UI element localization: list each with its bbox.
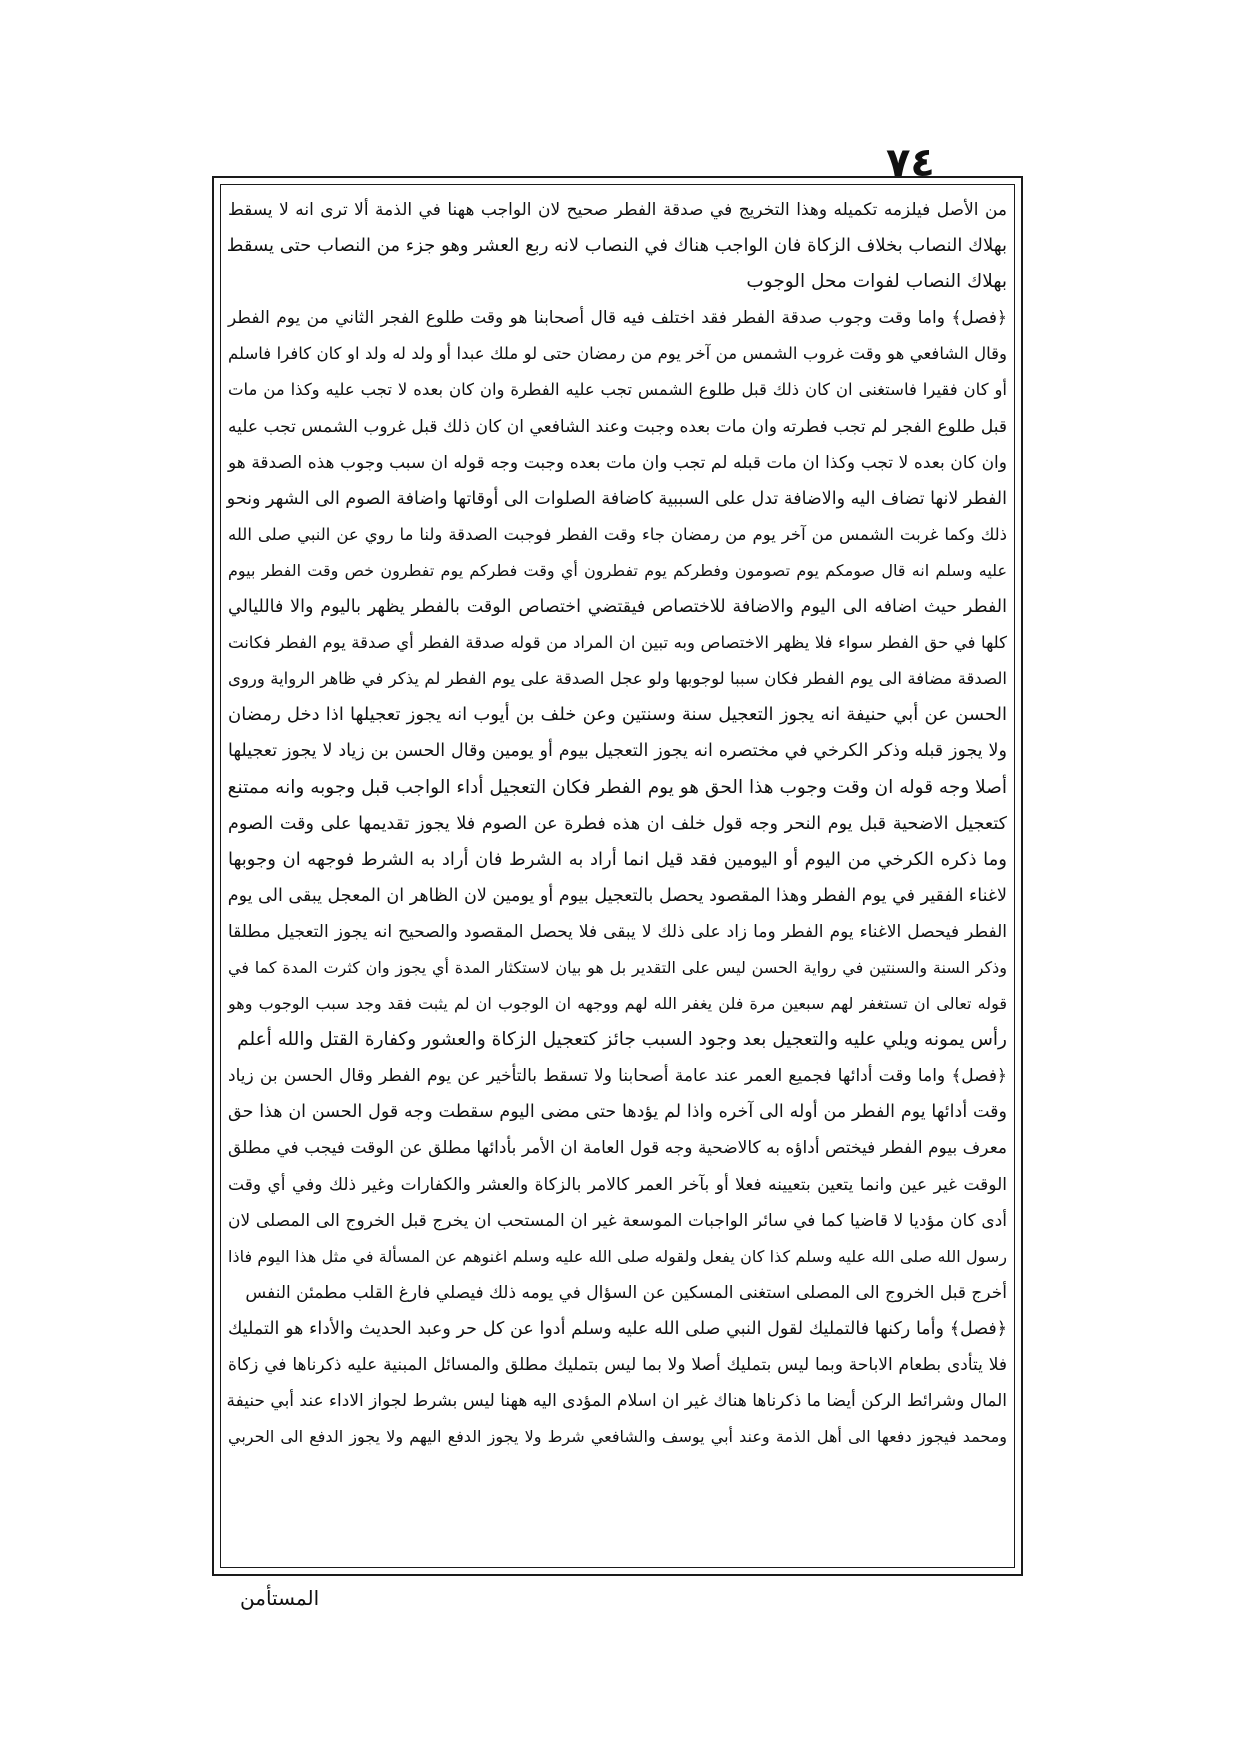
text-line: وقال الشافعي هو وقت غروب الشمس من آخر يوم من رمضان حتى لو ملك عبدا أو ولد له ولد او كان كافرا فاسلم [228, 344, 1007, 364]
text-line: معرف بيوم الفطر فيختص أداؤه به كالاضحية وجه قول العامة ان الأمر بأدائها مطلق عن الوقت فيجب في مطلق [228, 1138, 1007, 1159]
text-line: ﴿فصل﴾ واما وقت وجوب صدقة الفطر فقد اختلف فيه قال أصحابنا هو وقت طلوع الفجر الثاني من يوم الفطر [228, 308, 1007, 329]
catchword: المستأمن [240, 1586, 320, 1610]
text-line: ذلك وكما غربت الشمس من آخر يوم من رمضان جاء وقت الفطر فوجبت الصدقة ولنا ما روي عن النبي صلى الله [228, 524, 1007, 544]
text-line: الفطر حيث اضافه الى اليوم والاضافة للاختصاص فيقتضي اختصاص الوقت بالفطر يظهر باليوم والا فالليالي [228, 597, 1007, 618]
text-line: الحسن عن أبي حنيفة انه يجوز التعجيل سنة وسنتين وعن خلف بن أيوب انه يجوز تعجيلها اذا دخل رمضان [228, 704, 1007, 726]
text-line: ولا يجوز قبله وذكر الكرخي في مختصره انه يجوز التعجيل بيوم أو يومين وقال الحسن بن زياد لا يجوز تعجيلها [228, 741, 1007, 762]
text-line: فلا يتأدى بطعام الاباحة وبما ليس بتمليك أصلا ولا بما ليس بتمليك مطلق والمسائل المبنية عليه ذكرناها في زكاة [228, 1355, 1007, 1375]
text-line: الوقت غير عين وانما يتعين بتعيينه فعلا أو بآخر العمر كالامر بالزكاة والعشر والكفارات وغير ذلك وفي أي وقت [228, 1174, 1007, 1195]
text-line: وذكر السنة والسنتين في رواية الحسن ليس على التقدير بل هو بيان لاستكثار المدة أي يجوز وان كثرت المدة كما في [228, 957, 1007, 977]
text-line: أصلا وجه قوله ان وقت وجوب هذا الحق هو يوم الفطر فكان التعجيل أداء الواجب قبل وجوبه وانه ممتنع [227, 776, 1007, 798]
text-line: أو كان فقيرا فاستغنى ان كان ذلك قبل طلوع الشمس تجب عليه الفطرة وان كان بعده لا تجب عليه وكذا من مات [228, 380, 1007, 400]
text-line: ﴿فصل﴾ واما وقت أدائها فجميع العمر عند عامة أصحابنا ولا تسقط بالتأخير عن يوم الفطر وقال الحسن بن زياد [228, 1066, 1007, 1087]
text-line: وان كان بعده لا تجب وكذا ان مات قبله لم تجب وان مات بعده وجبت وجه قوله ان سبب وجوب هذه الصدقة هو [228, 452, 1007, 473]
text-line: قوله تعالى ان تستغفر لهم سبعين مرة فلن يغفر الله لهم ووجهه ان الوجوب ان لم يثبت فقد وجد سبب الوجوب وهو [228, 994, 1007, 1014]
page-number: ٧٤ [886, 140, 935, 186]
text-line: المال وشرائط الركن أيضا ما ذكرناها هناك غير ان اسلام المؤدى اليه ههنا ليس بشرط لجواز الاداء عند أبي حنيفة [226, 1391, 1007, 1412]
text-line: وقت أدائها يوم الفطر من أوله الى آخره واذا لم يؤدها حتى مضى اليوم سقطت وجه قول الحسن ان هذا حق [228, 1102, 1007, 1123]
text-line: من الأصل فيلزمه تكميله وهذا التخريج في صدقة الفطر صحيح لان الواجب ههنا في الذمة ألا ترى انه لا يسقط [228, 200, 1007, 220]
text-line: أدى كان مؤديا لا قاضيا كما في سائر الواجبات الموسعة غير ان المستحب ان يخرج قبل الخروج الى المصلى لان [228, 1210, 1007, 1231]
text-line: كتعجيل الاضحية قبل يوم النحر وجه قول خلف ان هذه فطرة عن الصوم فلا يجوز تقديمها على وقت الصوم [228, 813, 1007, 834]
text-line: الفطر لانها تضاف اليه والاضافة تدل على السببية كاضافة الصلوات الى أوقاتها واضافة الصوم الى الشهر ونحو [226, 488, 1007, 509]
text-line: بهلاك النصاب بخلاف الزكاة فان الواجب هناك في النصاب لانه ربع العشر وهو جزء من النصاب حتى يسقط [226, 235, 1007, 257]
text-line: بهلاك النصاب لفوات محل الوجوب [746, 271, 1007, 293]
text-line: الصدقة مضافة الى يوم الفطر فكان سببا لوجوبها ولو عجل الصدقة على يوم الفطر لم يذكر في ظاهر الرواية وروى [228, 669, 1007, 689]
text-line: أخرج قبل الخروج الى المصلى استغنى المسكين عن السؤال في يومه ذلك فيصلي فارغ القلب مطمئن النفس [245, 1282, 1007, 1303]
text-line: رسول الله صلى الله عليه وسلم كذا كان يفعل ولقوله صلى الله عليه وسلم اغنوهم عن المسألة في مثل هذا اليوم فاذا [228, 1246, 1007, 1266]
text-line: ﴿فصل﴾ وأما ركنها فالتمليك لقول النبي صلى الله عليه وسلم أدوا عن كل حر وعبد الحديث والأداء هو التمليك [228, 1318, 1007, 1339]
text-body [226, 192, 1009, 1562]
text-line: لاغناء الفقير في يوم الفطر وهذا المقصود يحصل بالتعجيل بيوم أو يومين لان الظاهر ان المعجل يبقى الى يوم [227, 885, 1007, 906]
text-line: قبل طلوع الفجر لم تجب فطرته وان مات بعده وجبت وعند الشافعي ان كان ذلك قبل غروب الشمس تجب عليه [228, 416, 1007, 437]
text-line: الفطر فيحصل الاغناء يوم الفطر وما زاد على ذلك لا يبقى فلا يحصل المقصود والصحيح انه يجوز التعجيل مطلقا [228, 921, 1007, 942]
text-line: عليه وسلم انه قال صومكم يوم تصومون وفطركم يوم تفطرون أي وقت فطركم يوم تفطرون خص وقت الفطر بيوم [228, 560, 1007, 580]
text-line: رأس يمونه ويلي عليه والتعجيل بعد وجود السبب جائز كتعجيل الزكاة والعشور وكفارة القتل والله أعلم [237, 1029, 1007, 1051]
text-line: كلها في حق الفطر سواء فلا يظهر الاختصاص وبه تبين ان المراد من قوله صدقة الفطر أي صدقة يوم الفطر فكانت [228, 633, 1007, 653]
text-line: ومحمد فيجوز دفعها الى أهل الذمة وعند أبي يوسف والشافعي شرط ولا يجوز الدفع اليهم ولا يجوز الدفع الى الحربي [228, 1427, 1007, 1447]
text-line: وما ذكره الكرخي من اليوم أو اليومين فقد قيل انما أراد به الشرط فان أراد به الشرط فوجهه ان وجوبها [228, 848, 1007, 870]
